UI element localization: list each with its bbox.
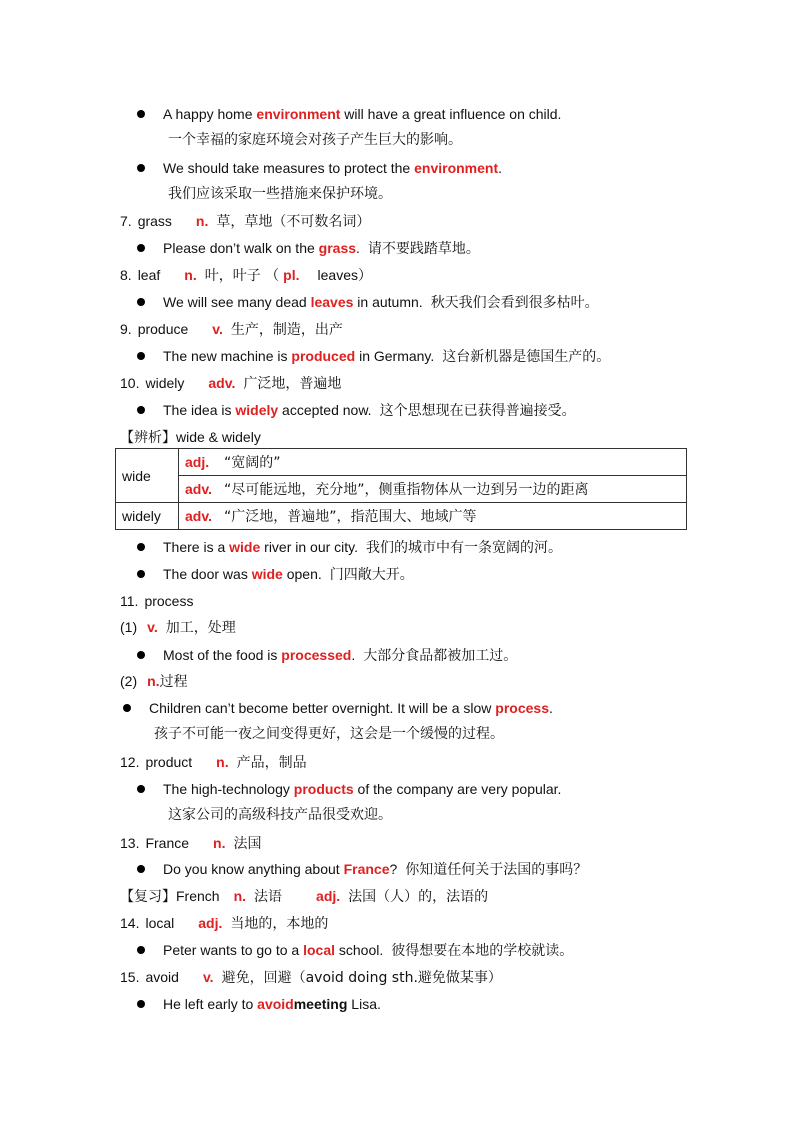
part-of-speech: n. xyxy=(213,835,226,851)
sentence-text: The high-technology xyxy=(163,781,294,797)
keyword: products xyxy=(293,781,354,797)
bullet-icon xyxy=(137,352,145,360)
table-word-cell: wide xyxy=(116,449,179,503)
sentence-text: . xyxy=(356,240,360,256)
meaning: 叶，叶子 （ xyxy=(204,268,280,284)
keyword-tail: meeting xyxy=(293,996,348,1012)
entry-word: product xyxy=(145,754,193,770)
chinese-translation: 这个思想现在已获得普遍接受。 xyxy=(379,403,576,419)
entry-word: France xyxy=(145,835,190,851)
sentence-text: ? xyxy=(389,861,398,877)
meaning: 法语 xyxy=(254,889,283,905)
chinese-translation: 门四敞大开。 xyxy=(329,567,414,583)
part-of-speech: n. xyxy=(147,673,160,689)
entry-word: local xyxy=(145,915,175,931)
part-of-speech: v. xyxy=(212,321,223,337)
review-line xyxy=(120,886,488,907)
example-sentence xyxy=(163,940,573,961)
keyword: processed xyxy=(281,647,352,663)
meaning: 当地的，本地的 xyxy=(230,916,329,932)
bullet-icon xyxy=(137,1000,145,1008)
keyword: process xyxy=(495,700,549,716)
entry-number: 8. xyxy=(120,267,132,283)
entry-number: 9. xyxy=(120,321,132,337)
sentence-text: Most of the food is xyxy=(163,647,282,663)
sentence-text: school. xyxy=(335,942,384,958)
sentence-text: The door was xyxy=(163,566,252,582)
keyword: environment xyxy=(256,106,341,122)
sentence-text: . xyxy=(548,700,553,716)
chinese-translation: 我们应该采取一些措施来保护环境。 xyxy=(168,186,392,202)
chinese-translation: 一个幸福的家庭环境会对孩子产生巨大的影响。 xyxy=(168,132,462,148)
keyword: local xyxy=(303,942,335,958)
chinese-translation: 孩子不可能一夜之间变得更好，这会是一个缓慢的过程。 xyxy=(154,726,504,742)
example-sentence xyxy=(163,238,480,259)
chinese-translation: 秋天我们会看到很多枯叶。 xyxy=(430,295,599,311)
entry-number: 7. xyxy=(120,213,132,229)
entry-word: process xyxy=(144,593,194,609)
example-sentence xyxy=(163,346,610,367)
sense-heading xyxy=(120,617,236,638)
chinese-translation: 彼得想要在本地的学校就读。 xyxy=(391,943,574,959)
part-of-speech: n. xyxy=(184,267,197,283)
table-pos-cell xyxy=(179,449,218,476)
vocab-heading xyxy=(120,913,328,934)
part-of-speech: adv. xyxy=(185,481,212,497)
vocab-heading xyxy=(120,967,502,988)
bullet-icon xyxy=(137,406,145,414)
sentence-text: Peter wants to go to a xyxy=(163,942,304,958)
example-sentence xyxy=(163,158,502,178)
sentence-text: open. xyxy=(282,566,322,582)
keyword: wide xyxy=(251,566,283,582)
compare-label: 【辨析】wide & widely xyxy=(120,429,261,445)
entry-word: widely xyxy=(145,375,185,391)
example-sentence xyxy=(163,292,599,313)
bullet-icon xyxy=(137,244,145,252)
sentence-text: Lisa. xyxy=(347,996,381,1012)
bullet-icon xyxy=(137,946,145,954)
keyword: grass xyxy=(318,240,357,256)
sense-heading xyxy=(120,671,188,692)
sentence-text: The new machine is xyxy=(163,348,292,364)
entry-number: 13. xyxy=(120,835,140,851)
sentence-text: in autumn. xyxy=(353,294,423,310)
part-of-speech: v. xyxy=(147,619,158,635)
table-word-cell: widely xyxy=(116,503,179,530)
chinese-translation: 这台新机器是德国生产的。 xyxy=(442,349,611,365)
part-of-speech: n. xyxy=(216,754,229,770)
table-meaning-cell: “广泛地，普遍地”，指范围大、地域广等 xyxy=(218,503,687,530)
part-of-speech: adj. xyxy=(185,454,210,470)
bullet-icon xyxy=(137,164,145,172)
vocab-heading xyxy=(120,319,343,340)
sentence-text: accepted now. xyxy=(278,402,372,418)
table-row xyxy=(116,476,687,503)
sentence-text: Do you know anything about xyxy=(163,861,344,877)
part-of-speech: n. xyxy=(233,888,247,904)
example-sentence xyxy=(163,859,587,880)
vocab-heading xyxy=(120,833,262,854)
sentence-text: There is a xyxy=(163,539,230,555)
keyword: France xyxy=(343,861,390,877)
meaning: 产品，制品 xyxy=(236,755,307,771)
entry-number: 15. xyxy=(120,969,140,985)
example-sentence xyxy=(163,400,576,421)
sentence-text: A happy home xyxy=(163,106,257,122)
bullet-icon xyxy=(123,704,131,712)
bullet-icon xyxy=(137,651,145,659)
sentence-text: in Germany. xyxy=(355,348,435,364)
example-sentence xyxy=(149,698,553,718)
keyword: avoid xyxy=(257,996,294,1012)
table-row xyxy=(116,449,687,476)
sense-number: (2) xyxy=(120,673,138,689)
entry-number: 11. xyxy=(120,593,139,609)
part-of-speech: v. xyxy=(202,969,214,985)
example-sentence xyxy=(163,645,517,666)
entry-word: leaf xyxy=(137,267,161,283)
meaning: 广泛地，普遍地 xyxy=(243,376,342,392)
sentence-text: Please don’t walk on the xyxy=(163,240,319,256)
part-of-speech: pl. xyxy=(283,267,300,283)
part-of-speech: adv. xyxy=(208,375,236,391)
example-sentence xyxy=(163,104,561,124)
keyword: widely xyxy=(235,402,279,418)
vocab-heading xyxy=(120,211,370,232)
table-pos-cell xyxy=(179,503,218,530)
bullet-icon xyxy=(137,785,145,793)
vocab-heading xyxy=(120,752,307,773)
vocab-heading xyxy=(120,591,193,611)
sentence-text: of the company are very popular. xyxy=(353,781,562,797)
sentence-text: . xyxy=(351,647,356,663)
bullet-icon xyxy=(137,865,145,873)
meaning: 法国 xyxy=(233,836,262,852)
vocab-heading xyxy=(120,373,341,394)
meaning: 法国（人）的，法语的 xyxy=(348,889,489,905)
meaning: 草，草地（不可数名词） xyxy=(216,214,371,230)
entry-number: 12. xyxy=(120,754,140,770)
plural-form: leaves） xyxy=(317,267,372,283)
example-sentence xyxy=(163,994,381,1014)
example-sentence xyxy=(163,564,414,585)
sentence-text: We will see many dead xyxy=(163,294,311,310)
table-meaning-cell: “尽可能远地，充分地”，侧重指物体从一边到另一边的距离 xyxy=(218,476,687,503)
bullet-icon xyxy=(137,543,145,551)
entry-number: 10. xyxy=(120,375,140,391)
keyword: produced xyxy=(291,348,356,364)
example-sentence xyxy=(163,779,561,799)
review-label: 【复习】French xyxy=(120,888,220,904)
bullet-icon xyxy=(137,298,145,306)
chinese-translation: 你知道任何关于法国的事吗？ xyxy=(405,862,588,878)
entry-word: avoid xyxy=(145,969,179,985)
sentence-text: We should take measures to protect the xyxy=(163,160,415,176)
part-of-speech: n. xyxy=(195,213,209,229)
meaning: 生产，制造，出产 xyxy=(230,322,343,338)
vocab-heading xyxy=(120,265,372,286)
meaning: 加工，处理 xyxy=(165,620,236,636)
chinese-translation: 大部分食品都被加工过。 xyxy=(363,648,518,664)
sentence-text: He left early to xyxy=(163,996,258,1012)
keyword: wide xyxy=(229,539,261,555)
table-row xyxy=(116,503,687,530)
sentence-text: The idea is xyxy=(163,402,236,418)
chinese-translation: 我们的城市中有一条宽阔的河。 xyxy=(366,540,563,556)
keyword: environment xyxy=(414,160,499,176)
sentence-text: will have a great influence on child. xyxy=(340,106,562,122)
meaning: 过程 xyxy=(159,674,188,690)
example-sentence xyxy=(163,537,562,558)
meaning: 避免，回避（avoid doing sth.避免做某事） xyxy=(221,970,502,986)
sentence-text: . xyxy=(498,160,503,176)
sentence-text: Children can’t become better overnight. It will be a slow xyxy=(149,700,496,716)
part-of-speech: adj. xyxy=(316,888,341,904)
table-meaning-cell: “宽阔的” xyxy=(218,449,687,476)
chinese-translation: 这家公司的高级科技产品很受欢迎。 xyxy=(168,807,392,823)
chinese-translation: 请不要践踏草地。 xyxy=(367,241,480,257)
entry-word: produce xyxy=(137,321,189,337)
part-of-speech: adv. xyxy=(185,508,212,524)
keyword: leaves xyxy=(310,294,354,310)
sentence-text: river in our city. xyxy=(260,539,359,555)
bullet-icon xyxy=(137,570,145,578)
part-of-speech: adj. xyxy=(198,915,223,931)
entry-word: grass xyxy=(137,213,172,229)
entry-number: 14. xyxy=(120,915,140,931)
sense-number: (1) xyxy=(120,619,138,635)
bullet-icon xyxy=(137,110,145,118)
comparison-table xyxy=(115,448,687,530)
table-pos-cell xyxy=(179,476,218,503)
